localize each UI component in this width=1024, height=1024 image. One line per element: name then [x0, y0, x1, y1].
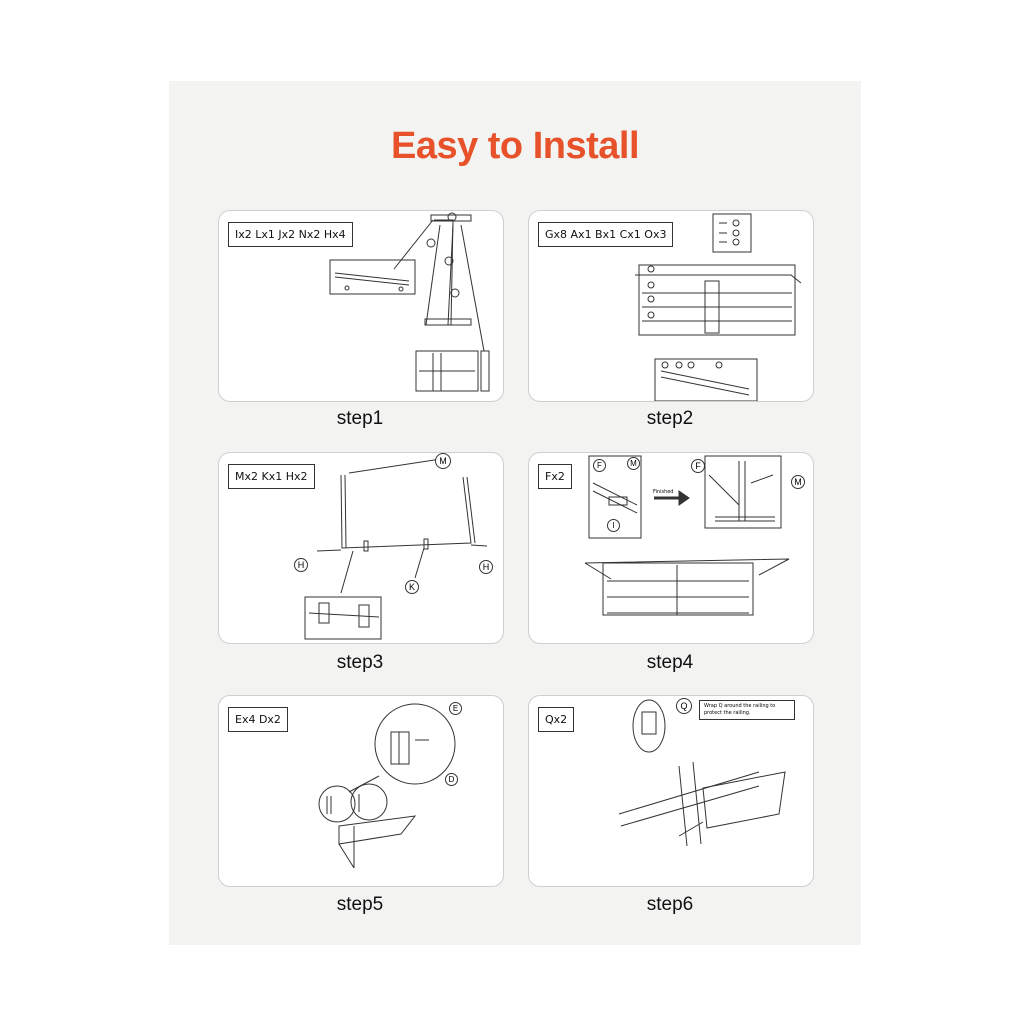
step6-label: step6 [646, 894, 694, 915]
callout-k: K [405, 580, 419, 594]
callout-e: E [449, 702, 462, 715]
callout-f: F [593, 459, 606, 472]
page-title: Easy to Install [390, 125, 640, 167]
step3-card [218, 452, 504, 644]
step3-illustration [219, 453, 503, 643]
step6-card [528, 695, 814, 887]
callout-m: M [435, 453, 451, 469]
wrap-note: Wrap Q around the railing to protect the railing. [699, 700, 795, 720]
step5-label: step5 [336, 894, 384, 915]
callout-i: I [607, 519, 620, 532]
step4-parts-list: Fx2 [538, 464, 572, 489]
step2-parts-list: Gx8 Ax1 Bx1 Cx1 Ox3 [538, 222, 673, 247]
step3-label: step3 [336, 652, 384, 673]
step1-label: step1 [336, 408, 384, 429]
step1-parts-list: Ix2 Lx1 Jx2 Nx2 Hx4 [228, 222, 353, 247]
step1-illustration [219, 211, 503, 401]
step5-illustration [219, 696, 503, 886]
step2-card [528, 210, 814, 402]
step5-card [218, 695, 504, 887]
callout-m: M [627, 457, 640, 470]
step6-parts-list: Qx2 [538, 707, 574, 732]
callout-d: D [445, 773, 458, 786]
step4-card [528, 452, 814, 644]
step4-label: step4 [646, 652, 694, 673]
instruction-sheet [169, 81, 861, 945]
finished-caption: Finished [653, 489, 674, 495]
callout-h-left: H [294, 558, 308, 572]
callout-f-detail: F [691, 459, 705, 473]
step1-card [218, 210, 504, 402]
callout-h-right: H [479, 560, 493, 574]
step5-parts-list: Ex4 Dx2 [228, 707, 288, 732]
step2-label: step2 [646, 408, 694, 429]
step3-parts-list: Mx2 Kx1 Hx2 [228, 464, 315, 489]
step4-illustration [529, 453, 813, 643]
callout-q: Q [676, 698, 692, 714]
step6-illustration [529, 696, 813, 886]
callout-m-detail: M [791, 475, 805, 489]
step2-illustration [529, 211, 813, 401]
